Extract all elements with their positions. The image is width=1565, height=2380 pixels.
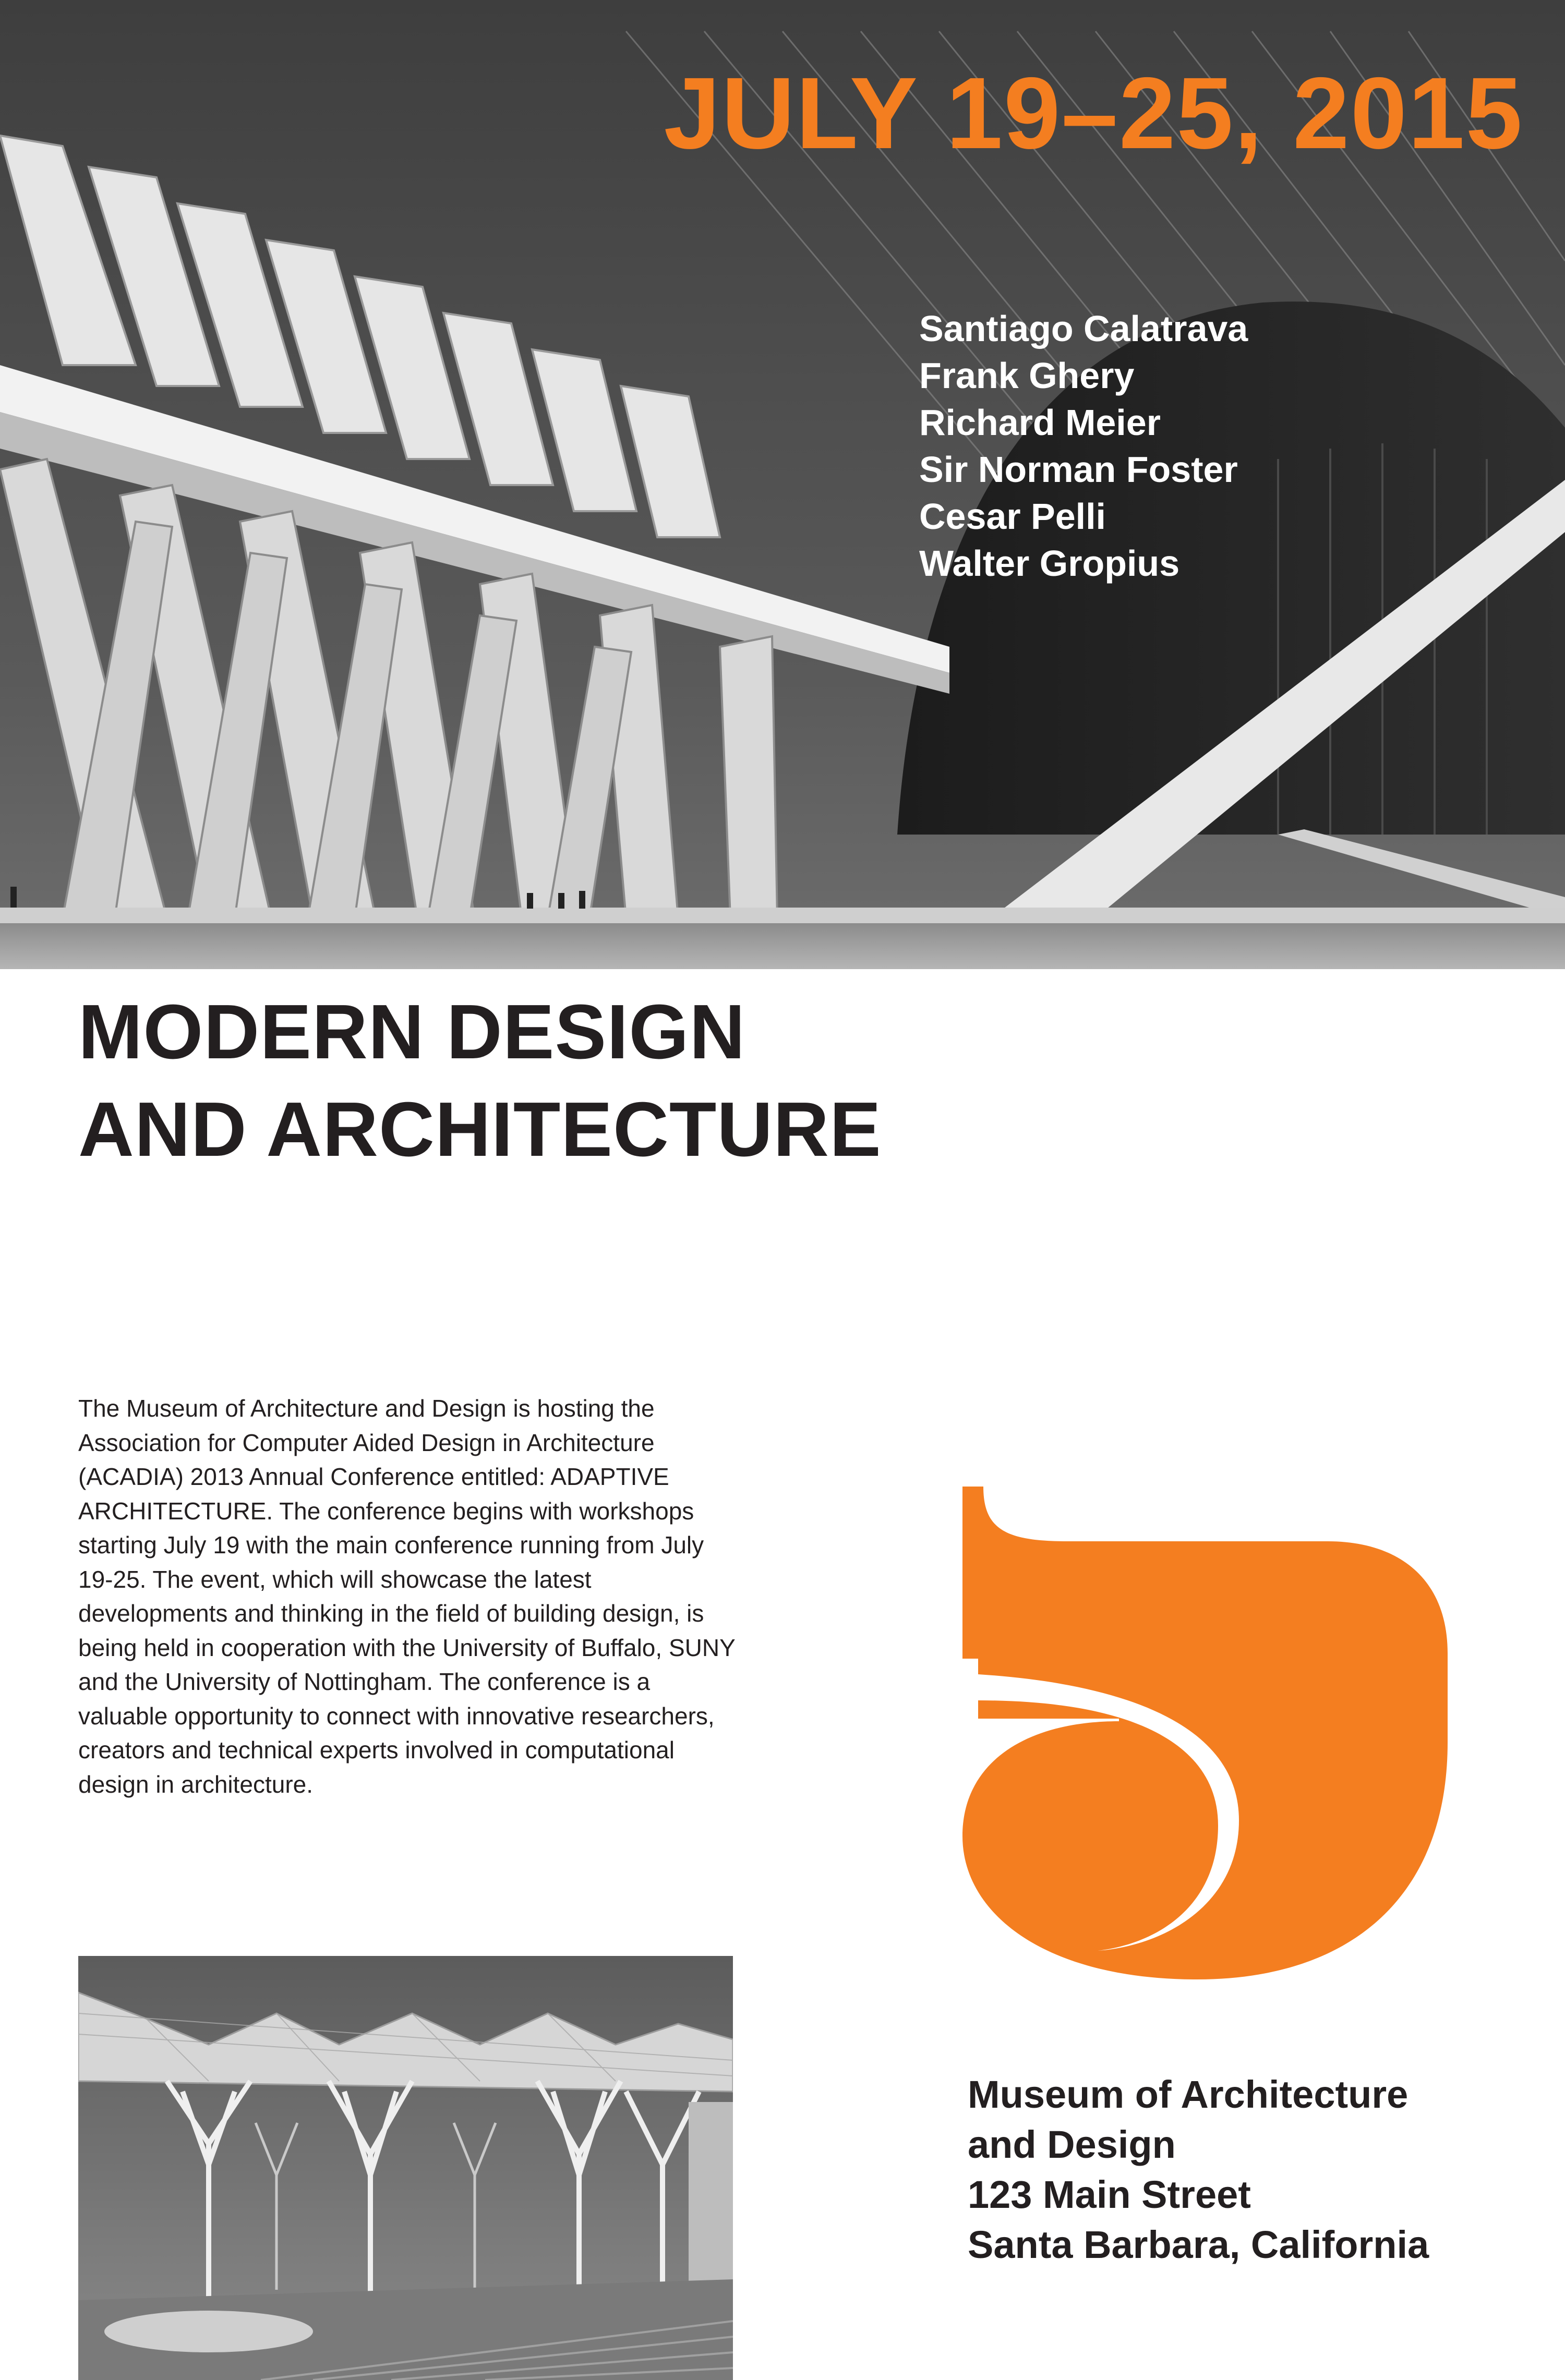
description-paragraph: The Museum of Architecture and Design is hosting the Association for Computer Aided Design in Architecture (ACADIA) 2013 Annual Conference entitled: ADAPTIVE ARCHITECTURE. The conference begins with workshops starting July 19 with the main conference running from July 19-25. The event, which will showcase the latest developments and thinking in the field of building design, is being held in cooperation with the University of Buffalo, SUNY and the University of Nottingham. The conference is a valuable opportunity to connect with innovative researchers, creators and technical experts involved in computational design in architecture. [78,1395,735,1798]
museum-address [968,2070,1429,2270]
architect-name: Walter Gropius [919,543,1180,584]
architect-name: Sir Norman Foster [919,449,1238,490]
title-line: AND ARCHITECTURE [78,1086,882,1173]
orange-s-logo-icon [962,1487,1458,1990]
station-architecture-image [78,1956,733,2380]
architect-name: Santiago Calatrava [919,308,1248,349]
architect-list [919,305,1248,587]
address-line: Santa Barbara, California [968,2223,1429,2266]
hero-photo [0,0,1565,969]
architect-name: Richard Meier [919,402,1161,443]
address-line: Museum of Architecture [968,2073,1408,2116]
architect-name: Cesar Pelli [919,496,1106,537]
address-line: and Design [968,2123,1176,2166]
address-line: 123 Main Street [968,2173,1251,2216]
title-line: MODERN DESIGN [78,989,746,1075]
event-date: JULY 19–25, 2015 [664,56,1523,170]
architect-name: Frank Ghery [919,355,1135,396]
page-title [78,983,882,1178]
station-photo [78,1956,733,2380]
